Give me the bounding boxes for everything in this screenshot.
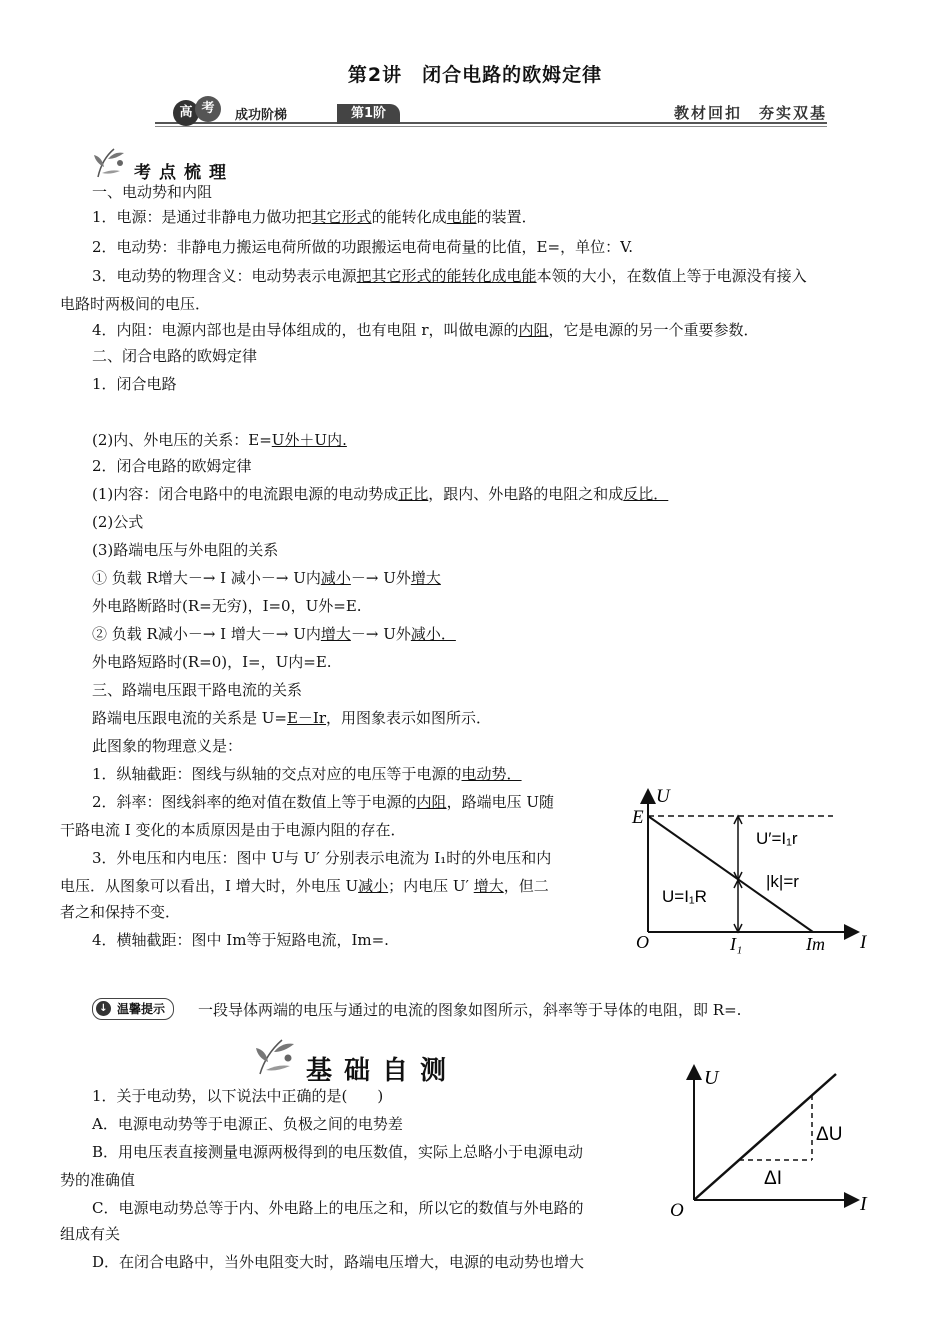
- option-c-cont: 组成有关: [60, 1225, 121, 1243]
- text-line: [60, 876, 549, 896]
- answer-blank: 反比．: [623, 485, 669, 503]
- text: ，用图象表示如图所示．: [326, 709, 492, 727]
- text: ，它是电源的另一个重要参数．: [548, 321, 759, 339]
- answer-blank: E－Ir: [286, 709, 327, 727]
- header-right-title: 教材回扣 夯实双基: [673, 104, 827, 122]
- plant-decoration-icon: [254, 1036, 302, 1076]
- text-line: (2)公式: [92, 513, 144, 531]
- text-line: 干路电流 I 变化的本质原因是由于电源内阻的存在．: [60, 821, 406, 839]
- plant-decoration-icon: [92, 145, 132, 179]
- header-bar: [155, 102, 827, 128]
- text: 2．斜率：图线斜率的绝对值在数值上等于电源的: [92, 793, 417, 811]
- option-b: B．用电压表直接测量电源两极得到的电压数值，实际上总略小于电源电动: [92, 1143, 584, 1161]
- text-line: [92, 430, 347, 450]
- text: 路端电压跟电流的关系是 U=: [92, 709, 287, 727]
- answer-blank: 内阻: [416, 793, 447, 811]
- info-icon: ↓: [96, 1001, 111, 1016]
- header-circle-kao: 考: [195, 96, 221, 122]
- option-a: A．电源电动势等于电源正、负极之间的电势差: [92, 1115, 403, 1133]
- option-c: C．电源电动势总等于内、外电路上的电压之和，所以它的数值与外电路的: [92, 1199, 584, 1217]
- answer-blank: U外＋U内.: [271, 431, 347, 449]
- fig1-label-uprime: U′=I₁r: [756, 829, 798, 848]
- text-line: 外电路断路时(R=无穷)，I=0，U外=E.: [92, 597, 362, 615]
- ui-graph-figure: [628, 782, 878, 954]
- text: 4．内阻：电源内部也是由导体组成的，也有电阻 r，叫做电源的: [92, 321, 519, 339]
- answer-blank: 电能: [446, 208, 477, 226]
- text: －→ U外: [350, 569, 411, 587]
- fig1-label-Im: Im: [806, 934, 825, 954]
- header-stage: 第1阶: [337, 104, 400, 124]
- answer-blank: 正比: [398, 485, 429, 503]
- fig2-label-dU: ΔU: [816, 1124, 843, 1145]
- text-line: [92, 708, 491, 728]
- text-line: 电路时两极间的电压．: [60, 295, 211, 313]
- heading-ohm-law: 二、闭合电路的欧姆定律: [92, 347, 258, 365]
- fig1-label-O: O: [636, 932, 649, 952]
- page-title: 第2讲 闭合电路的欧姆定律: [347, 64, 603, 86]
- text-line: 2．电动势：非静电力搬运电荷所做的功跟搬运电荷电荷量的比值，E=，单位：V.: [92, 238, 634, 256]
- text-line: [92, 484, 668, 504]
- header-circle-gao: 高: [173, 100, 199, 126]
- fig2-label-O: O: [670, 1200, 684, 1220]
- text-line: [92, 568, 441, 588]
- fig1-label-I: I: [860, 932, 867, 953]
- text: －→ U外: [350, 625, 411, 643]
- fig1-label-slope: |k|=r: [766, 872, 799, 891]
- text-line: [92, 266, 807, 286]
- text-line: [92, 320, 759, 340]
- answer-blank: 增大: [410, 569, 441, 587]
- text-line: 3．外电压和内电压：图中 U与 U′ 分别表示电流为 I₁时的外电压和内: [92, 849, 552, 867]
- heading-terminal-voltage: 三、路端电压跟干路电流的关系: [92, 681, 303, 699]
- text: 的装置．: [476, 208, 537, 226]
- text: 3．电动势的物理含义：电动势表示电源: [92, 267, 357, 285]
- text: ① 负载 R增大－→ I 减小－→ U内: [92, 569, 321, 587]
- heading-emf: 一、电动势和内阻: [92, 183, 213, 201]
- text: 的能转化成: [371, 208, 447, 226]
- fig1-label-U: U: [656, 786, 670, 807]
- fig1-label-E: E: [632, 807, 644, 828]
- fig2-label-U: U: [704, 1067, 719, 1089]
- option-b-cont: 势的准确值: [60, 1171, 136, 1189]
- text-line: 者之和保持不变．: [60, 903, 181, 921]
- text-line: 外电路短路时(R=0)，I=，U内=E.: [92, 653, 332, 671]
- tip-badge-label: 温馨提示: [117, 1002, 166, 1016]
- answer-blank: 增大: [320, 625, 351, 643]
- fig1-label-ueq: U=I₁R: [662, 887, 707, 906]
- answer-blank: 电动势．: [461, 765, 522, 783]
- fig2-label-dI: ΔI: [764, 1168, 782, 1189]
- header-rule-thin: [155, 126, 827, 127]
- text-line: 2．闭合电路的欧姆定律: [92, 457, 252, 475]
- text-line: [92, 792, 554, 812]
- text: 1．纵轴截距：图线与纵轴的交点对应的电压等于电源的: [92, 765, 462, 783]
- text: ；内电压 U′: [388, 877, 474, 895]
- section-heading-key-points: 考点梳理: [134, 163, 234, 183]
- text-line: 1．闭合电路: [92, 375, 177, 393]
- tip-text: 一段导体两端的电压与通过的电流的图象如图所示，斜率等于导体的电阻，即 R=.: [198, 1001, 742, 1019]
- answer-blank: 把其它形式的能转化成电能: [356, 267, 537, 285]
- text-line: [92, 624, 456, 644]
- fig2-label-I: I: [860, 1193, 867, 1215]
- answer-blank: 其它形式: [311, 208, 372, 226]
- text-line: 4．横轴截距：图中 Im等于短路电流，Im=.: [92, 931, 389, 949]
- text: ② 负载 R减小－→ I 增大－→ U内: [92, 625, 321, 643]
- answer-blank: 减小．: [410, 625, 456, 643]
- question-stem: 1．关于电动势，以下说法中正确的是( ): [92, 1087, 384, 1105]
- text: ，路端电压 U随: [446, 793, 554, 811]
- text-line: [92, 764, 522, 784]
- answer-blank: 增大: [473, 877, 504, 895]
- text: 电压．从图象可以看出，I 增大时，外电压 U: [60, 877, 359, 895]
- text-line: (3)路端电压与外电阻的关系: [92, 541, 279, 559]
- text: (1)内容：闭合电路中的电流跟电源的电动势成: [92, 485, 399, 503]
- answer-blank: 减小: [358, 877, 389, 895]
- fig1-label-I1: I₁: [730, 934, 743, 954]
- answer-blank: 减小: [320, 569, 351, 587]
- text: ，跟内、外电路的电阻之和成: [428, 485, 624, 503]
- text-line: 此图象的物理意义是：: [92, 737, 243, 755]
- text: 1．电源：是通过非静电力做功把: [92, 208, 312, 226]
- header-ladder: 成功阶梯: [235, 108, 288, 123]
- text: ，但二: [503, 877, 549, 895]
- text: 本领的大小，在数值上等于电源没有接入: [536, 267, 807, 285]
- resistor-ui-graph-figure: [664, 1060, 884, 1220]
- section-heading-self-test: 基础自测: [306, 1056, 459, 1086]
- option-d: D．在闭合电路中，当外电阻变大时，路端电压增大，电源的电动势也增大: [92, 1253, 585, 1271]
- text: (2)内、外电压的关系：E=: [92, 431, 272, 449]
- text-line: [92, 207, 537, 227]
- answer-blank: 内阻: [518, 321, 549, 339]
- tip-badge: [92, 998, 174, 1020]
